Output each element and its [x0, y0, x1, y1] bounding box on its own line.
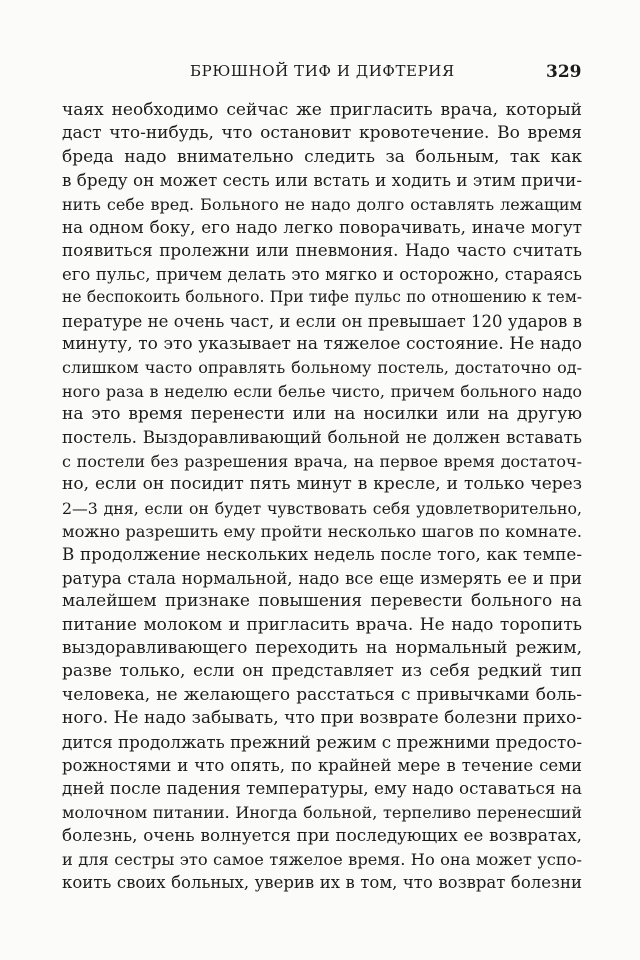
text-line: на это время перенести или на носилки или на другую — [62, 404, 582, 425]
text-line: чаях необходимо сейчас же пригласить врача, который — [62, 100, 582, 120]
text-line: болезнь, очень волнуется при последующих ее возвратах, — [62, 825, 582, 846]
text-line: коить своих больных, уверив их в том, что возврат болезни — [62, 872, 582, 892]
text-line: дится продолжать прежний режим с прежними предосто- — [62, 731, 582, 752]
text-line: постель. Выздоравливающий больной не должен вставать — [62, 427, 582, 448]
text-line: в бреду он может сесть или встать и ходить и этим причи- — [62, 170, 582, 191]
text-line: ного раза в неделю если белье чисто, причем больного надо — [62, 381, 582, 401]
text-line: слишком часто оправлять больному постель, достаточно од- — [62, 358, 582, 378]
text-line: можно разрешить ему пройти несколько шагов по комнате. — [62, 522, 582, 542]
running-head — [0, 60, 640, 86]
text-line: питание молоком и пригласить врача. Не надо торопить — [62, 614, 582, 635]
text-line: нить себе вред. Больного не надо долго оставлять лежащим — [62, 194, 582, 214]
text-line: малейшем признаке повышения перевести больного на — [62, 591, 582, 612]
text-line: на одном боку, его надо легко поворачивать, иначе могут — [62, 216, 582, 237]
text-line: бреда надо внимательно следить за больным, так как — [62, 146, 582, 167]
text-line: рожностями и что опять, по крайней мере в течение семи — [62, 755, 582, 775]
text-line: не беспокоить больного. При тифе пульс по отношению к тем- — [62, 288, 582, 307]
text-line: ратура стала нормальной, надо все еще измерять ее и при — [62, 568, 582, 588]
text-line: молочном питании. Иногда больной, терпеливо перенесший — [62, 802, 582, 822]
text-line: минуту, то это указывает на тяжелое состояние. Не надо — [62, 333, 582, 354]
text-line: дней после падения температуры, ему надо оставаться на — [62, 778, 582, 799]
body-text — [62, 99, 582, 894]
text-line: 2—3 дня, если он будет чувствовать себя удовлетворительно, — [62, 498, 582, 518]
text-line: даст что-нибудь, что остановит кровотечение. Во время — [62, 123, 582, 144]
text-line: появиться пролежни или пневмония. Надо часто считать — [62, 240, 582, 261]
running-head-title: БРЮШНОЙ ТИФ И ДИФТЕРИЯ — [190, 62, 455, 80]
text-line: выздоравливающего переходить на нормальный режим, — [62, 637, 582, 658]
text-line: ного. Не надо забывать, что при возврате болезни прихо- — [62, 708, 582, 729]
text-line: В продолжение нескольких недель после того, как темпе- — [62, 544, 582, 565]
text-line: пературе не очень част, и если он превышает 120 ударов в — [62, 311, 582, 331]
page-number: 329 — [546, 62, 582, 82]
text-line: его пульс, причем делать это мягко и осторожно, стараясь — [62, 264, 582, 284]
text-line: но, если он посидит пять минут в кресле, и только через — [62, 474, 582, 495]
text-line: разве только, если он представляет из себя редкий тип — [62, 661, 582, 682]
text-line: с постели без разрешения врача, на первое время достаточ- — [62, 451, 582, 471]
text-line: и для сестры это самое тяжелое время. Но она может успо- — [62, 849, 582, 869]
text-line: человека, не желающего расстаться с привычками боль- — [62, 684, 582, 705]
